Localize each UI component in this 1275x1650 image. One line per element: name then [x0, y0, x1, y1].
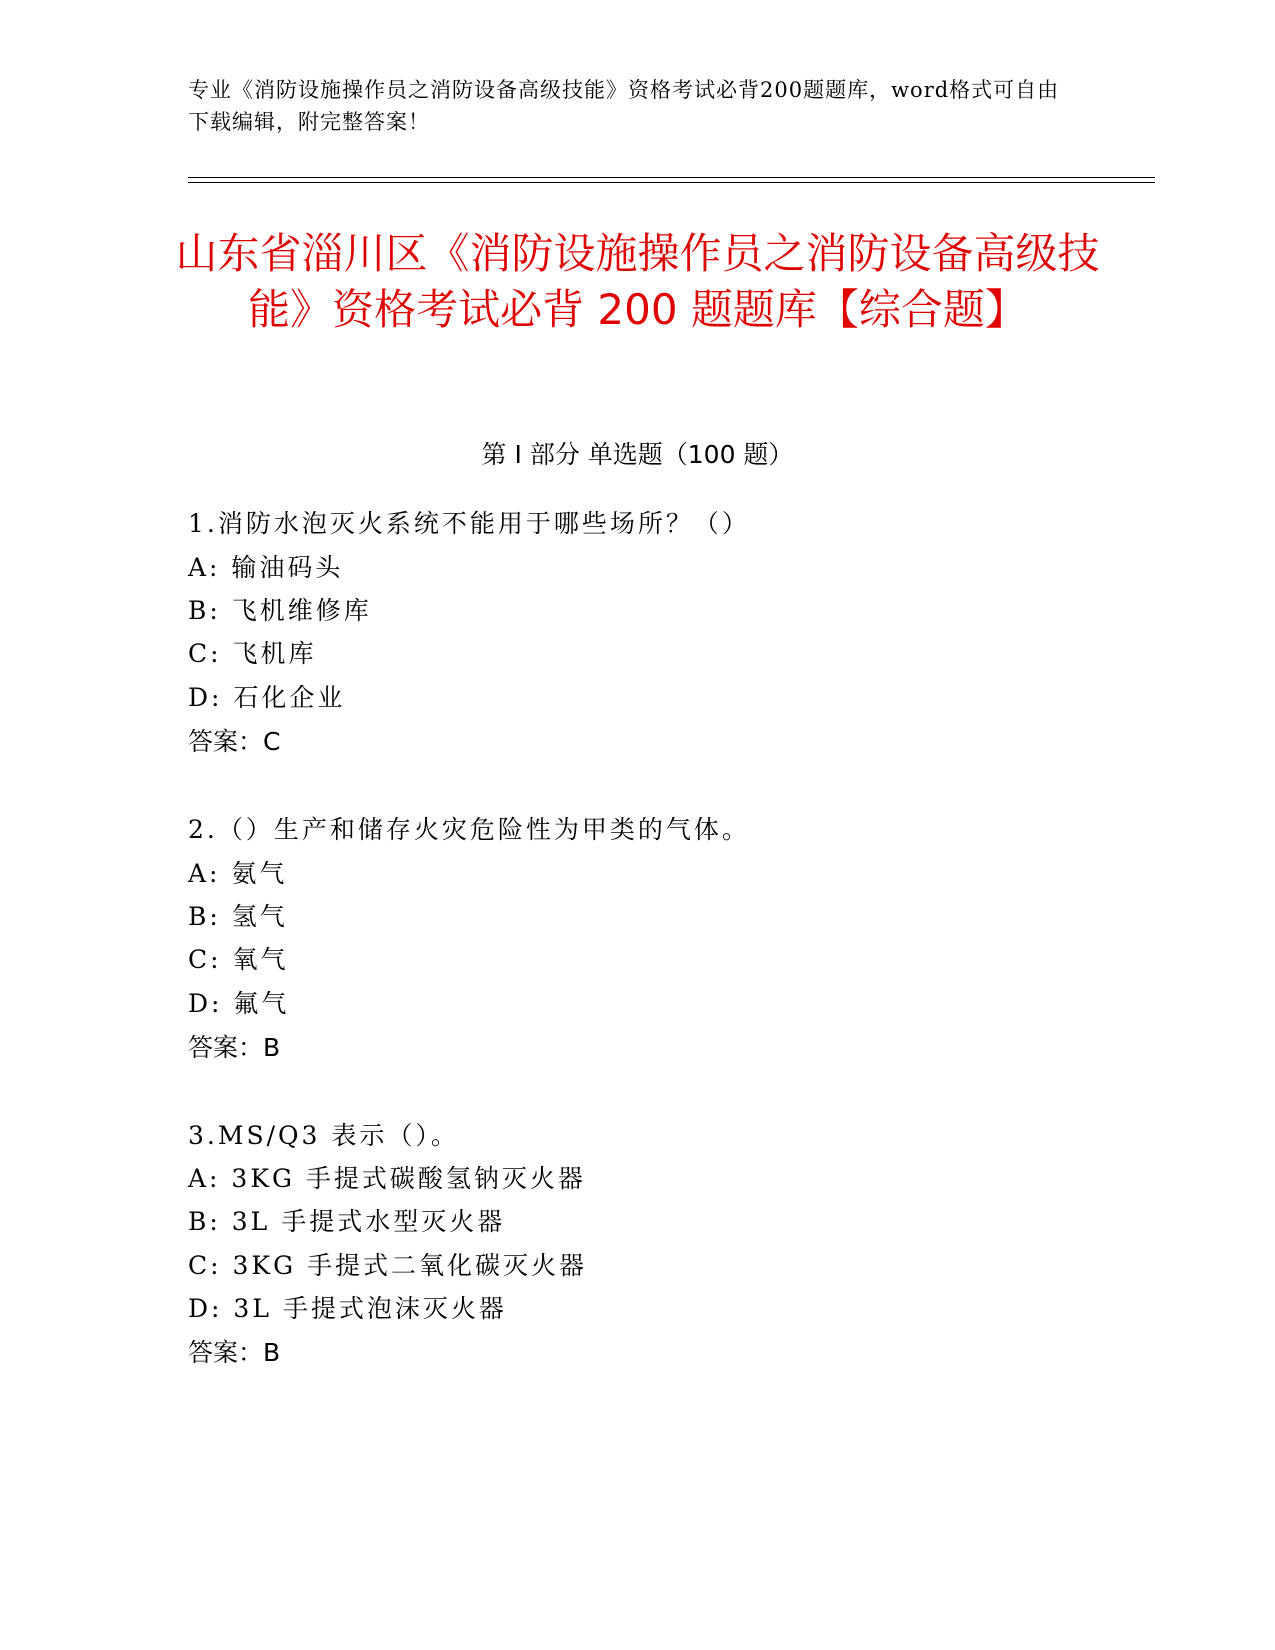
answer-label: 答案： [188, 727, 264, 756]
answer-line [188, 726, 280, 758]
header-divider-line [188, 182, 1155, 183]
question-stem: 3.MS/Q3 表示（）。 [188, 1121, 459, 1150]
option-d: D: 石化企业 [188, 683, 346, 712]
section-heading: 第 I 部分 单选题（100 题） [481, 440, 794, 469]
answer-label: 答案： [188, 1033, 264, 1062]
option-c: C: 3KG 手提式二氧化碳灭火器 [188, 1251, 587, 1280]
answer-label: 答案： [188, 1338, 264, 1367]
document-title: 山东省淄川区《消防设施操作员之消防设备高级技能》资格考试必背 200 题题库【综合题】 [175, 229, 1100, 334]
answer-line [188, 1032, 280, 1064]
option-b: B: 氢气 [188, 902, 288, 931]
option-a: A: 3KG 手提式碳酸氢钠灭火器 [188, 1164, 586, 1193]
header-divider-line [188, 177, 1155, 178]
option-a: A: 氨气 [188, 859, 288, 888]
answer-line [188, 1337, 280, 1369]
answer-value: C [263, 727, 281, 756]
option-b: B: 3L 手提式水型灭火器 [188, 1207, 506, 1236]
intro-paragraph: 专业《消防设施操作员之消防设备高级技能》资格考试必背200题题库，word格式可自由下载编辑，附完整答案！ [188, 78, 1060, 134]
option-c: C: 氧气 [188, 945, 289, 974]
option-d: D: 3L 手提式泡沫灭火器 [188, 1294, 507, 1323]
option-b: B: 飞机维修库 [188, 596, 372, 625]
option-a: A: 输油码头 [188, 553, 344, 582]
question-stem: 2.（）生产和储存火灾危险性为甲类的气体。 [188, 815, 750, 844]
option-c: C: 飞机库 [188, 639, 317, 668]
answer-value: B [263, 1033, 281, 1062]
answer-value: B [263, 1338, 281, 1367]
question-stem: 1.消防水泡灭火系统不能用于哪些场所？（） [188, 509, 750, 538]
option-d: D: 氟气 [188, 989, 290, 1018]
